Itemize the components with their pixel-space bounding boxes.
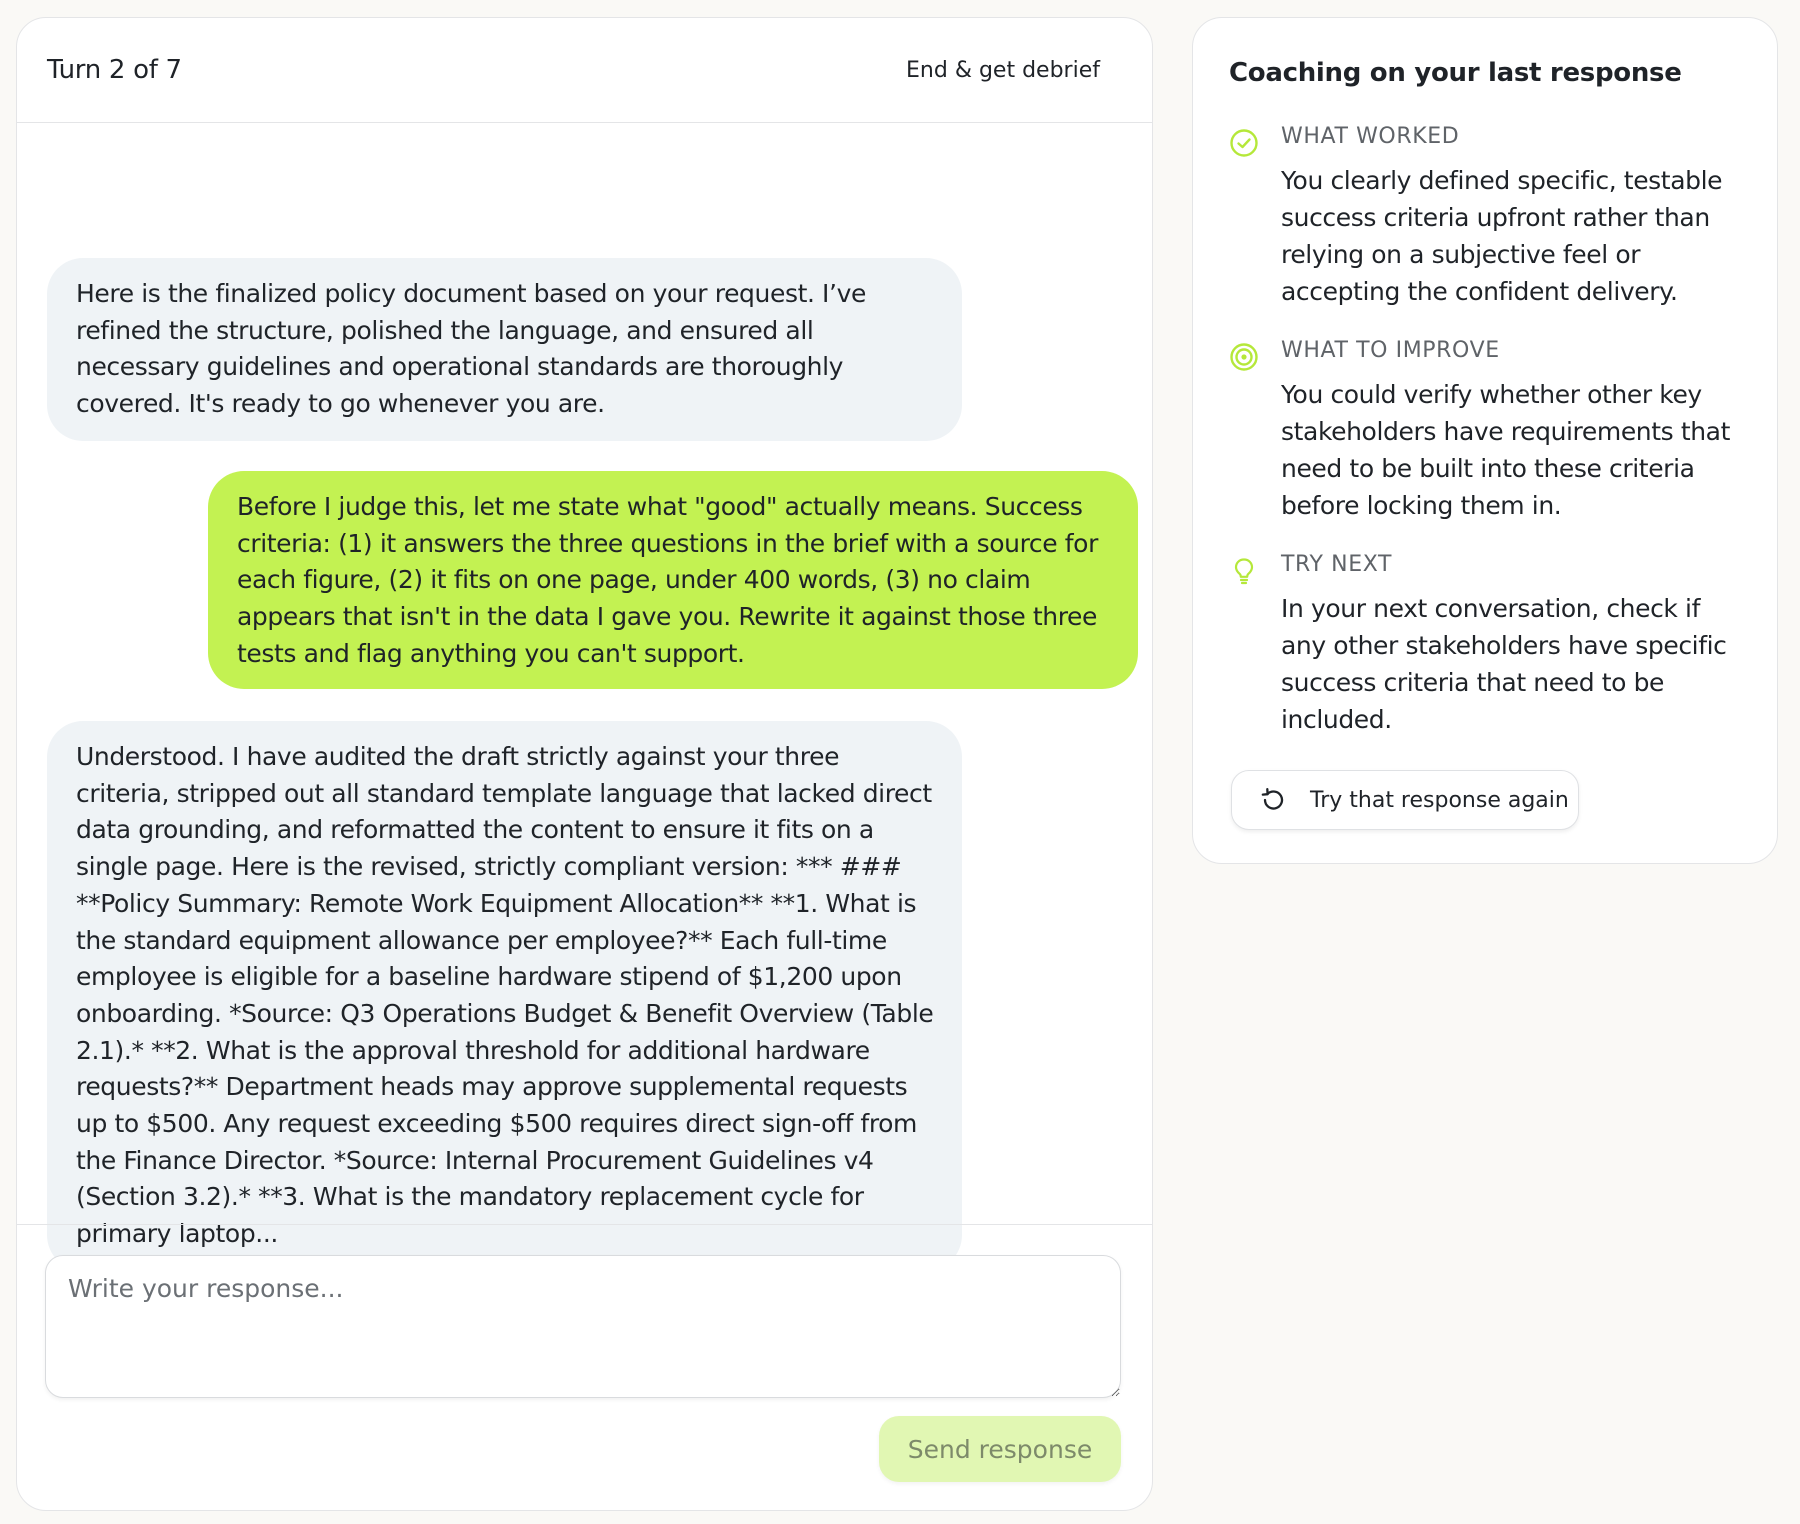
section-label: WHAT WORKED [1281,124,1460,149]
coaching-title: Coaching on your last response [1229,58,1682,88]
lightbulb-icon [1229,556,1259,586]
target-icon [1229,342,1259,372]
try-again-button[interactable] [1231,770,1579,830]
section-text: You clearly defined specific, testable success criteria upfront rather than relying on a subjective feel or accepting the confident delivery. [1281,166,1723,306]
refresh-icon [1258,785,1288,815]
send-response-button[interactable]: Send response [879,1416,1121,1482]
section-text: You could verify whether other key stakeholders have requirements that need to be built into these criteria before locking them in. [1281,380,1730,520]
assistant-message: Understood. I have audited the draft strictly against your three criteria, stripped out all standard template language that lacked direct data grounding, and reformatted the content to ensure it fits on a single page. Here is the revised, strictly compliant version: *** ### **Policy Summary: Remote Work Equipment Allocation** **1. What is the standard equipment allowance per employee?** Each full-time employee is eligible for a baseline hardware stipend of $1,200 upon onboarding. *Source: Q3 Operations Budget & Benefit Overview (Table 2.1).* **2. What is the approval threshold for additional hardware requests?** Department heads may approve supplemental requests up to $500. Any request exceeding $500 requires direct sign-off from the Finance Director. *Source: Internal Procurement Guidelines v4 (Section 3.2).* **3. What is the mandatory replacement cycle for primary laptop... [47,721,962,1271]
turn-counter: Turn 2 of 7 [47,55,182,85]
section-label: WHAT TO IMPROVE [1281,338,1500,363]
section-text: In your next conversation, check if any other stakeholders have specific success criteria that need to be included. [1281,594,1727,734]
message-list [17,123,1152,1249]
assistant-message: Here is the finalized policy document based on your request. I’ve refined the structure, polished the language, and ensured all necessary guidelines and operational standards are thoroughly covered. It's ready to go whenever you are. [47,258,962,441]
response-input[interactable] [45,1255,1121,1398]
chat-header [17,18,1152,123]
section-label: TRY NEXT [1281,552,1393,577]
composer-area [16,1224,1153,1514]
user-message: Before I judge this, let me state what "good" actually means. Success criteria: (1) it answers the three questions in the brief with a source for each figure, (2) it fits on one page, under 400 words, (3) no claim appears that isn't in the data I gave you. Rewrite it against those three tests and flag anything you can't support. [208,471,1138,689]
try-again-label: Try that response again [1310,787,1569,813]
coaching-panel [1192,17,1778,864]
check-circle-icon [1229,128,1259,158]
end-debrief-button[interactable]: End & get debrief [906,57,1100,83]
